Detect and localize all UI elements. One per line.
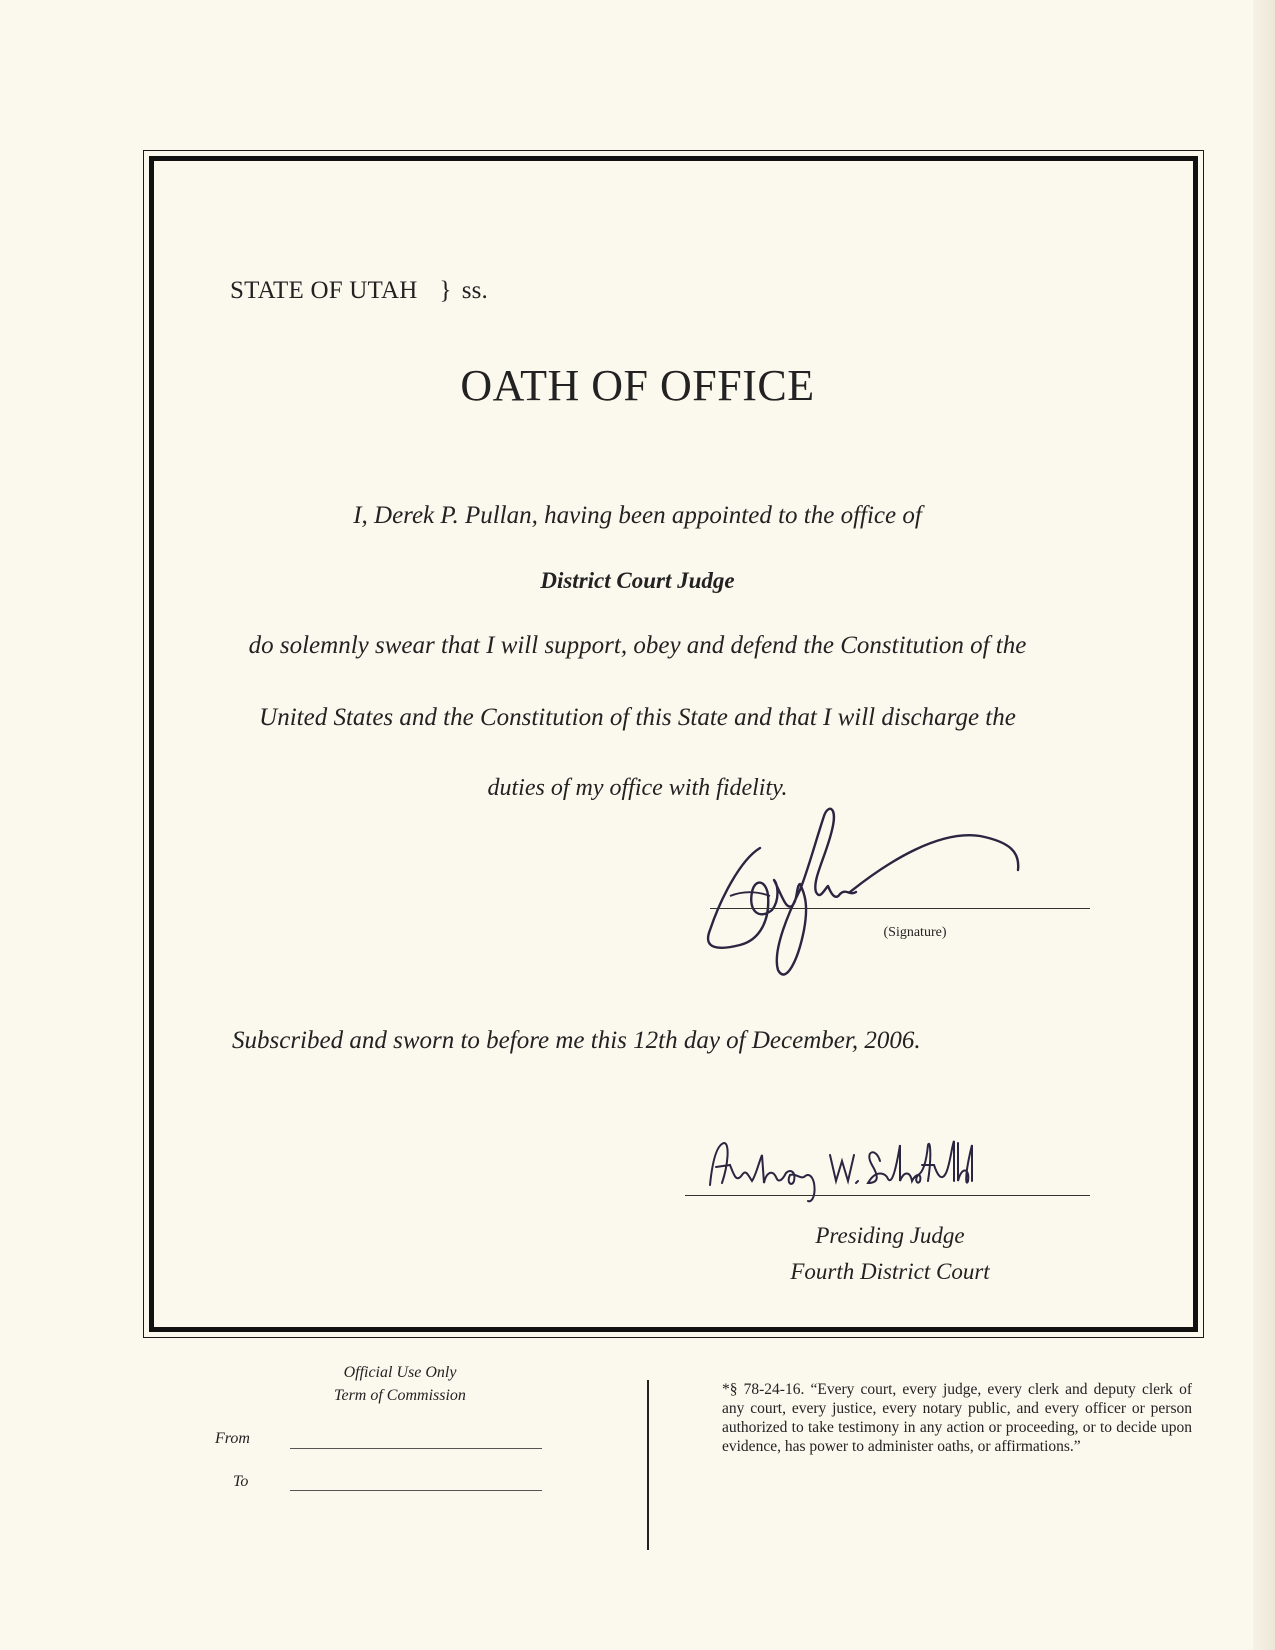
venue-ss: ss. xyxy=(461,277,489,304)
venue-brace: } xyxy=(439,277,452,304)
document-frame-inner xyxy=(149,156,1198,1332)
presiding-signature-line xyxy=(685,1195,1090,1196)
from-label: From xyxy=(215,1430,250,1447)
signature-label: (Signature) xyxy=(883,925,947,940)
presiding-court: Fourth District Court xyxy=(790,1259,990,1284)
footer-divider xyxy=(647,1380,649,1550)
presiding-title: Presiding Judge xyxy=(815,1223,965,1248)
oath-line-1: I, Derek P. Pullan, having been appointed to the office of xyxy=(353,502,922,529)
venue-line xyxy=(230,277,488,305)
subscribed-line: Subscribed and sworn to before me this 12th day of December, 2006. xyxy=(232,1027,921,1054)
to-label: To xyxy=(233,1473,249,1490)
official-use-label: Official Use Only xyxy=(343,1364,457,1381)
oath-line-4: duties of my office with fidelity. xyxy=(487,775,788,801)
office-name: District Court Judge xyxy=(540,568,735,593)
page-edge-shade xyxy=(1253,0,1275,1650)
oath-line-3: United States and the Constitution of this State and that I will discharge the xyxy=(259,704,1016,731)
oath-line-2: do solemnly swear that I will support, obey and defend the Constitution of the xyxy=(248,632,1027,659)
term-of-commission-label: Term of Commission xyxy=(334,1387,466,1404)
statute-citation: *§ 78-24-16. “Every court, every judge, every clerk and deputy clerk of any court, every justice, every notary public, and every officer or person authorized to take testimony in any action or proceeding, or to decide upon evidence, has power to administer oaths, or affirmations.” xyxy=(722,1381,1192,1455)
signature-line xyxy=(710,908,1090,909)
signature-derek-pullan xyxy=(700,800,1040,990)
to-field-line[interactable] xyxy=(290,1490,542,1491)
from-field-line[interactable] xyxy=(290,1448,542,1449)
signature-anthony-schofield xyxy=(700,1125,1000,1205)
venue-state: STATE OF UTAH xyxy=(230,277,418,304)
document-title: OATH OF OFFICE xyxy=(460,361,815,410)
